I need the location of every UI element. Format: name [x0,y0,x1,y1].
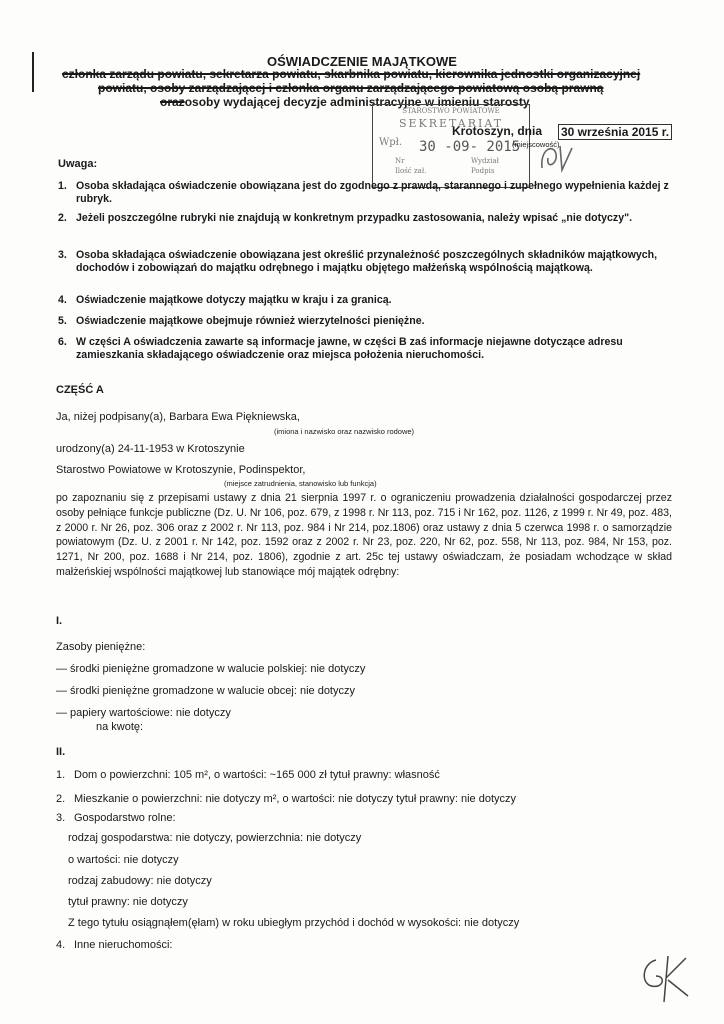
securities-amount: na kwotę: [96,721,144,733]
initials-signature [634,950,692,1006]
document-title: OŚWIADCZENIE MAJĄTKOWE [267,54,457,69]
note-1-number: 1. [58,180,67,192]
note-3-text: Osoba składająca oświadczenie obowiązana jest określić przynależność poszczególnych składników majątkowych, dochodów i zobowiązań do majątku odrębnego i majątku objętego małżeńską wspólnością majątkową. [76,249,658,274]
flat-text: Mieszkanie o powierzchni: nie dotyczy m², o wartości: nie dotyczy tytuł prawny: nie dotyczy [74,793,517,805]
place-caption: (miejscowość) [512,140,560,149]
handwritten-mark [538,140,576,176]
legal-paragraph: po zapoznaniu się z przepisami ustawy z dnia 21 sierpnia 1997 r. o ograniczeniu prowadzenia działalności gospodarczej przez osoby pełniące funkcje publiczne (Dz. U. Nr 106, poz. 679, z 1998 r. Nr 113, poz. 715 i Nr 162, poz. 1126, z 1999 r. Nr 49, poz. 483, z 2000 r. Nr 26, poz. 306 oraz z 2002 r. Nr 113, poz. 984 i Nr 214, poz.1806) oraz ustawy z dnia 5 czerwca 1998 r. o samorządzie powiatowym (Dz. U. z 2001 r. Nr 142, poz. 1592 oraz z 2002 r. Nr 23, poz. 220, Nr 62, poz. 558, Nr 113, poz. 984, Nr 153, poz. 1271, Nr 200, poz. 1688 i Nr 214, poz. 1806), zgodnie z art. 25c tej ustawy oświadczam, że posiadam wchodzące w skład małżeńskiej wspólności majątkowej lub stanowiące mój majątek odrębny: [56,492,672,578]
cash-pln: — środki pieniężne gromadzone w walucie polskiej: nie dotyczy [56,663,366,675]
section-1-heading: I. [56,615,63,627]
other-property-item [56,938,172,953]
employer-caption: (miejsce zatrudnienia, stanowisko lub funkcja) [224,479,377,488]
note-5-number: 5. [58,315,67,327]
note-5 [58,315,678,328]
note-3 [58,249,678,275]
header-line-3-struck: oraz [160,95,185,109]
house-number: 1. [56,769,66,781]
note-6-text: W części A oświadczenia zawarte są informacje jawne, w części B zaś informacje niejawne dotyczące adresu zamieszkania składającego oświadczenie oraz miejsca położenia nieruchomości. [76,336,623,361]
note-6-number: 6. [58,336,67,348]
stamp-podpis-label: Podpis [471,167,495,175]
note-4-number: 4. [58,294,67,306]
stamp-wydzial-label: Wydział [471,157,499,165]
note-2-text: Jeżeli poszczególne rubryki nie znajdują w konkretnym przypadku zastosowania, należy wpisać „nie dotyczy". [76,212,633,224]
securities: — papiery wartościowe: nie dotyczy [56,707,231,719]
note-1-text: Osoba składająca oświadczenie obowiązana jest do zgodnego z prawdą, starannego i zupełnego wypełnienia każdej z rubryk. [76,180,669,205]
flat-item [56,792,516,807]
note-5-text: Oświadczenie majątkowe obejmuje również wierzytelności pieniężne. [76,315,425,327]
other-property-number: 4. [56,939,66,951]
registry-stamp [372,104,530,188]
farm-buildings: rodzaj zabudowy: nie dotyczy [68,875,212,887]
note-1 [58,180,678,206]
house-item [56,768,440,783]
stamp-date: 30 -09- 2015 [419,139,521,155]
farm-item [56,811,176,826]
stamp-zal-label: Ilość zał. [395,167,427,175]
section-2-heading: II. [56,746,66,758]
flat-number: 2. [56,793,66,805]
stamp-line-2: SEKRETARIAT [398,117,504,130]
farm-title: tytuł prawny: nie dotyczy [68,896,188,908]
note-2 [58,212,678,225]
declarant-line: Ja, niżej podpisany(a), Barbara Ewa Piękniewska, [56,411,300,423]
declarant-caption: (imiona i nazwisko oraz nazwisko rodowe) [274,427,415,436]
note-4 [58,294,678,307]
note-4-text: Oświadczenie majątkowe dotyczy majątku w kraju i za granicą. [76,294,392,306]
declaration-date: 30 września 2015 r. [558,124,672,140]
other-property-text: Inne nieruchomości: [74,939,173,951]
stamp-wpl-label: Wpł. [379,137,403,148]
stamp-line-1: STAROSTWO POWIATOWE [402,107,500,115]
cash-foreign: — środki pieniężne gromadzone w walucie obcej: nie dotyczy [56,685,355,697]
cash-resources-intro: Zasoby pieniężne: [56,641,146,653]
uwaga-heading: Uwaga: [58,158,98,170]
note-3-number: 3. [58,249,67,261]
header-line-3-text: osoby wydającej decyzje administracyjne w imieniu starosty [184,95,530,109]
farm-text: Gospodarstwo rolne: [74,812,176,824]
employer-line: Starostwo Powiatowe w Krotoszynie, Podinspektor, [56,464,306,476]
farm-value: o wartości: nie dotyczy [68,854,179,866]
farm-type: rodzaj gospodarstwa: nie dotyczy, powierzchnia: nie dotyczy [68,832,362,844]
header-line-1: członka zarządu powiatu, sekretarza powiatu, skarbnika powiatu, kierownika jednostki organizacyjnej [62,67,641,81]
house-text: Dom o powierzchni: 105 m², o wartości: ~165 000 zł tytuł prawny: własność [74,769,440,781]
farm-number: 3. [56,812,66,824]
part-a-heading: CZĘŚĆ A [56,384,104,396]
farm-income: Z tego tytułu osiągnąłem(ęłam) w roku ubiegłym przychód i dochód w wysokości: nie dotyczy [68,917,520,929]
note-6 [58,336,678,362]
initials-signature-drawing [634,950,692,1006]
stamp-nr-label: Nr [395,157,405,165]
place-label: Krotoszyn, dnia [452,124,543,138]
note-2-number: 2. [58,212,67,224]
born-line: urodzony(a) 24-11-1953 w Krotoszynie [56,443,245,455]
header-line-2: powiatu, osoby zarządzającej i członka organu zarządzającego powiatową osobą prawną [98,81,604,95]
